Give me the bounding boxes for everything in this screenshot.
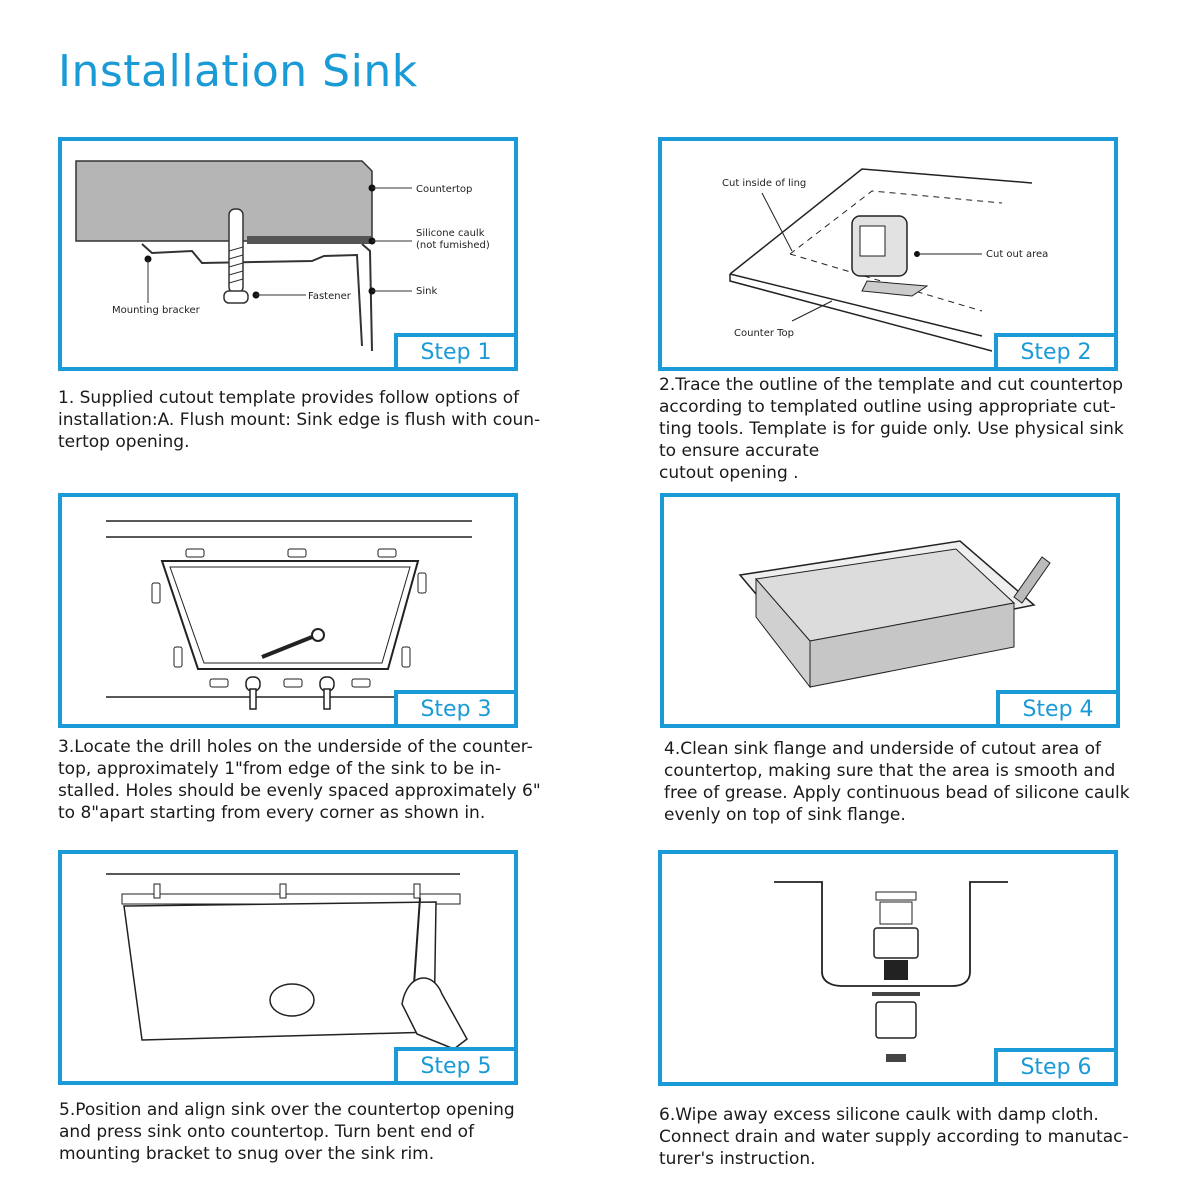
step-6-panel bbox=[658, 850, 1118, 1086]
step-2-line: to ensure accurate bbox=[659, 441, 820, 461]
step-2-tag: Step 2 bbox=[994, 333, 1114, 367]
step-1-panel bbox=[58, 137, 518, 371]
step-3-panel bbox=[58, 493, 518, 728]
step-3-tag: Step 3 bbox=[394, 690, 514, 724]
label-cut-inside: Cut inside of ling bbox=[722, 178, 807, 189]
step-5-description bbox=[59, 1099, 579, 1165]
step-1-line: 1. Supplied cutout template provides follow options of bbox=[58, 388, 520, 408]
label-silicone-caulk: Silicone caulk bbox=[416, 228, 485, 239]
step-4-tag: Step 4 bbox=[996, 690, 1116, 724]
step-1-tag: Step 1 bbox=[394, 333, 514, 367]
label-cut-out-area: Cut out area bbox=[986, 249, 1049, 260]
step-2-description bbox=[659, 374, 1179, 484]
step-3-line: to 8"apart starting from every corner as shown in. bbox=[58, 803, 486, 823]
label-counter-top: Counter Top bbox=[734, 328, 795, 339]
label-countertop: Countertop bbox=[416, 184, 473, 195]
step-4-line: free of grease. Apply continuous bead of silicone caulk bbox=[664, 783, 1130, 803]
step-1-description bbox=[58, 387, 541, 453]
step-6-line: Connect drain and water supply according to manutac- bbox=[659, 1127, 1129, 1147]
step-2-line: according to templated outline using appropriate cut- bbox=[659, 397, 1116, 417]
step-4-description bbox=[664, 738, 1184, 826]
step-5-line: mounting bracket to snug over the sink rim. bbox=[59, 1144, 435, 1164]
step-4-line: countertop, making sure that the area is smooth and bbox=[664, 761, 1116, 781]
step-4-line: evenly on top of sink flange. bbox=[664, 805, 906, 825]
step-6-line: 6.Wipe away excess silicone caulk with damp cloth. bbox=[659, 1105, 1099, 1125]
step-4-line: 4.Clean sink flange and underside of cutout area of bbox=[664, 739, 1101, 759]
step-6-description bbox=[659, 1104, 1179, 1170]
page-title: Installation Sink bbox=[58, 46, 418, 97]
step-1-line: installation:A. Flush mount: Sink edge is flush with coun- bbox=[58, 410, 541, 430]
step-5-tag: Step 5 bbox=[394, 1047, 514, 1081]
step-6-tag: Step 6 bbox=[994, 1048, 1114, 1082]
step-5-line: and press sink onto countertop. Turn bent end of bbox=[59, 1122, 475, 1142]
step-1-line: tertop opening. bbox=[58, 432, 190, 452]
label-fastener: Fastener bbox=[308, 291, 351, 302]
step-3-line: stalled. Holes should be evenly spaced approximately 6" bbox=[58, 781, 541, 801]
label-sink: Sink bbox=[416, 286, 438, 297]
label-mounting-bracket: Mounting bracker bbox=[112, 305, 200, 316]
step-5-panel bbox=[58, 850, 518, 1085]
step-3-description bbox=[58, 736, 578, 824]
step-2-panel bbox=[658, 137, 1118, 371]
step-4-panel bbox=[660, 493, 1120, 728]
step-6-line: turer's instruction. bbox=[659, 1149, 816, 1169]
step-2-line: ting tools. Template is for guide only. Use physical sink bbox=[659, 419, 1124, 439]
label-not-furnished: (not fumished) bbox=[416, 240, 490, 251]
step-5-line: 5.Position and align sink over the countertop opening bbox=[59, 1100, 515, 1120]
step-2-line: cutout opening . bbox=[659, 463, 799, 483]
step-3-line: 3.Locate the drill holes on the underside of the counter- bbox=[58, 737, 533, 757]
step-2-line: 2.Trace the outline of the template and cut countertop bbox=[659, 375, 1124, 395]
step-3-line: top, approximately 1"from edge of the sink to be in- bbox=[58, 759, 502, 779]
